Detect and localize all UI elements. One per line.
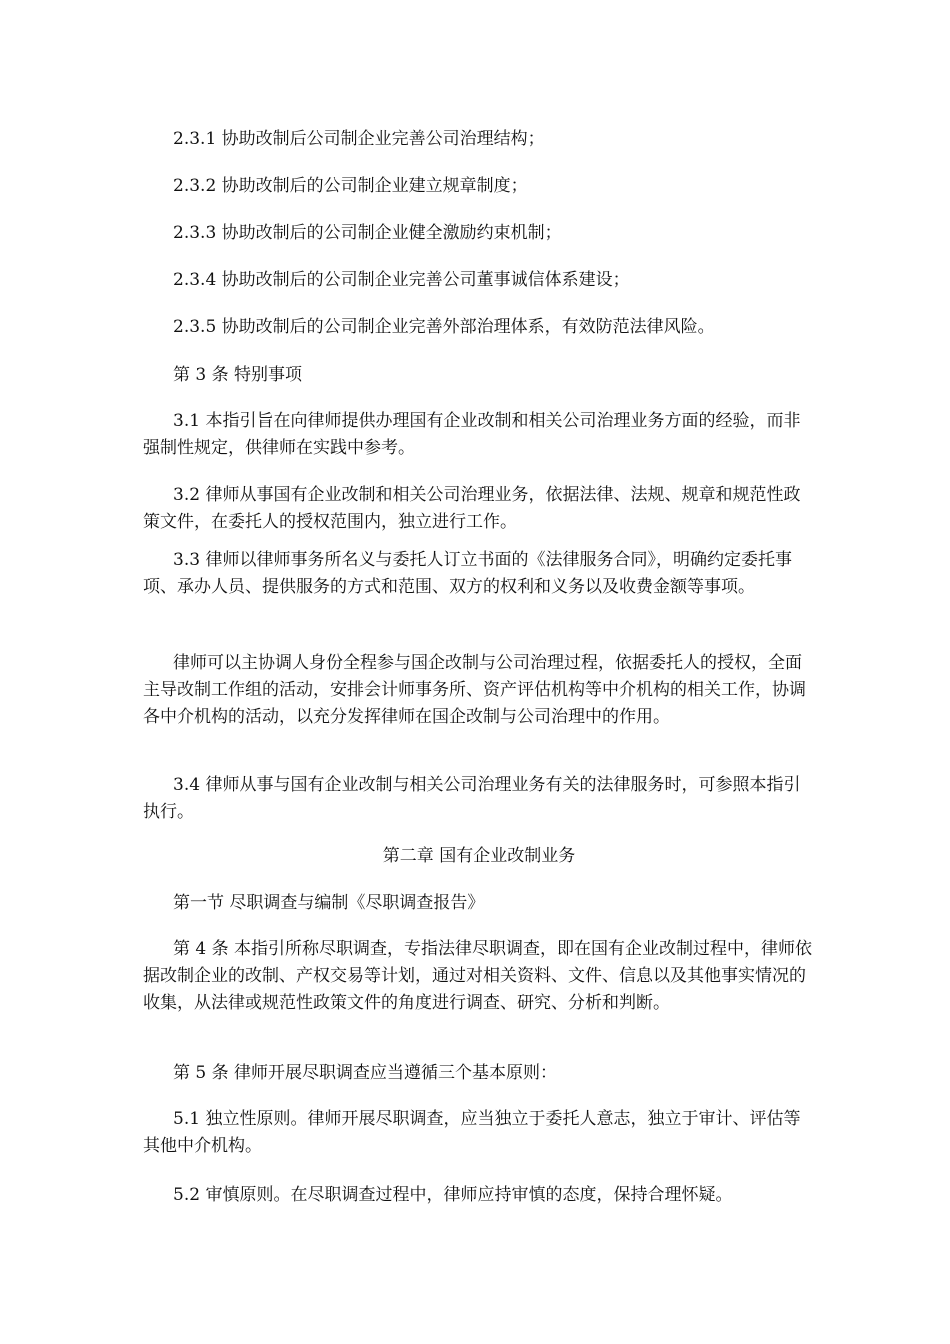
paragraph-5-2: 5.2 审慎原则。在尽职调查过程中，律师应持审慎的态度，保持合理怀疑。 [173,1185,733,1205]
article-3-heading: 第 3 条 特别事项 [173,365,303,385]
chapter-title: 第二章 国有企业改制业务 [382,846,576,866]
paragraph-2-3-3: 2.3.3 协助改制后的公司制企业健全激励约束机制； [173,223,562,243]
paragraph-2-3-1: 2.3.1 协助改制后公司制企业完善公司治理结构； [173,129,545,149]
paragraph-3-3: 3.3 律师以律师事务所名义与委托人订立书面的《法律服务合同》，明确约定委托事项、承办人员、提供服务的方式和范围、双方的权利和义务以及收费金额等事项。 [143,550,792,597]
paragraph-3-4: 3.4 律师从事与国有企业改制与相关公司治理业务有关的法律服务时，可参照本指引执行。 [143,775,801,822]
paragraph-3-1: 3.1 本指引旨在向律师提供办理国有企业改制和相关公司治理业务方面的经验，而非强制性规定，供律师在实践中参考。 [143,411,801,458]
article-4: 第 4 条 本指引所称尽职调查，专指法律尽职调查，即在国有企业改制过程中，律师依据改制企业的改制、产权交易等计划，通过对相关资料、文件、信息以及其他事实情况的收集，从法律或规范性政策文件的角度进行调查、研究、分析和判断。 [143,939,813,1013]
paragraph-2-3-4: 2.3.4 协助改制后的公司制企业完善公司董事诚信体系建设； [173,270,630,290]
paragraph-3-2: 3.2 律师从事国有企业改制和相关公司治理业务，依据法律、法规、规章和规范性政策文件，在委托人的授权范围内，独立进行工作。 [143,485,801,532]
section-title: 第一节 尽职调查与编制《尽职调查报告》 [173,893,485,913]
paragraph-2-3-5: 2.3.5 协助改制后的公司制企业完善外部治理体系，有效防范法律风险。 [173,317,715,337]
paragraph-coordinator: 律师可以主协调人身份全程参与国企改制与公司治理过程，依据委托人的授权，全面主导改制工作组的活动，安排会计师事务所、资产评估机构等中介机构的相关工作，协调各中介机构的活动，以充分发挥律师在国企改制与公司治理中的作用。 [143,653,806,727]
paragraph-5-1: 5.1 独立性原则。律师开展尽职调查，应当独立于委托人意志，独立于审计、评估等其他中介机构。 [143,1109,801,1156]
article-5: 第 5 条 律师开展尽职调查应当遵循三个基本原则： [173,1063,558,1083]
paragraph-2-3-2: 2.3.2 协助改制后的公司制企业建立规章制度； [173,176,528,196]
